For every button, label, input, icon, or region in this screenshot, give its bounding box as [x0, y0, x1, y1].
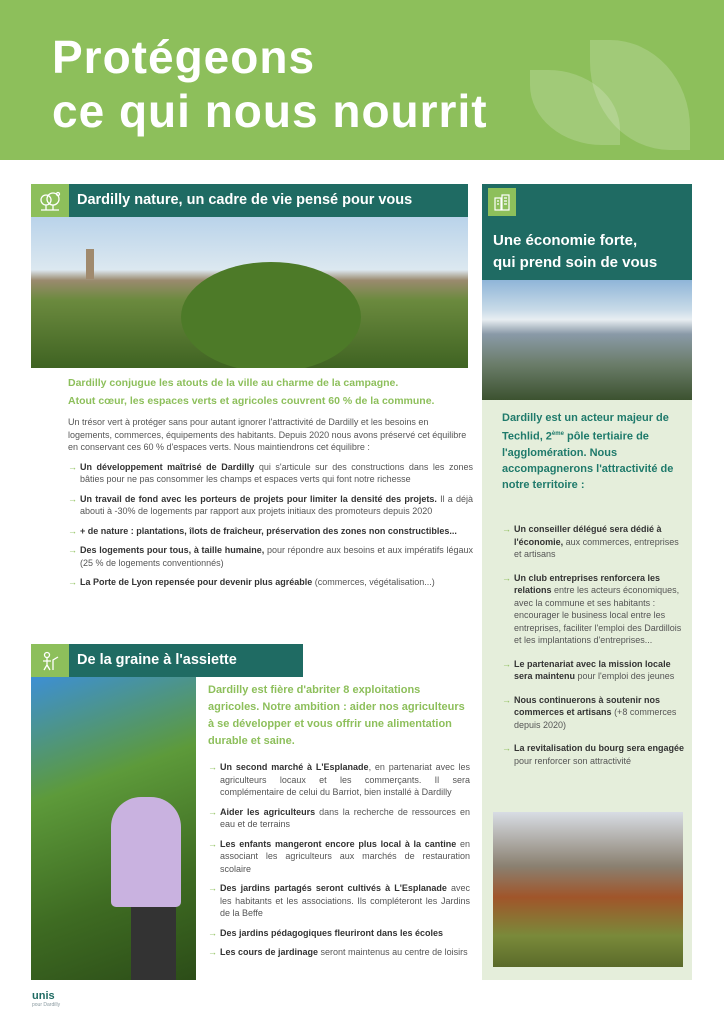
girl-picking-apples-photo — [31, 677, 196, 980]
list-item — [502, 658, 686, 683]
list-item — [68, 493, 473, 518]
lead-text: pôle tertiaire de l'agglomération. Nous accompagnerons l'attractivité de notre territoire : — [502, 430, 674, 491]
item-text: entre les acteurs économiques, avec la commune et ses habitants : encourager le business local entre les entreprises, faciliter l'emploi des Dardillois et les implantations d'entreprises... — [514, 585, 682, 645]
item-text: (commerces, végétalisation...) — [312, 577, 435, 587]
section-title: Dardilly nature, un cadre de vie pensé pour vous — [77, 192, 413, 208]
girl-trousers — [131, 907, 176, 980]
section-body — [208, 754, 470, 959]
item-highlight: Des jardins pédagogiques fleuriront dans les écoles — [220, 927, 444, 938]
lead-text: Dardilly est un acteur majeur de Techlid, 2 — [502, 412, 669, 443]
item-highlight: Un conseiller délégué sera dédié à l'économie, — [514, 524, 662, 547]
title-line: Une économie forte, — [493, 232, 638, 249]
item-highlight: Un second marché à L'Esplanade — [220, 762, 369, 772]
header-banner — [0, 0, 724, 160]
list-item — [68, 576, 473, 589]
bullet-list — [502, 523, 686, 767]
section-body — [502, 512, 686, 767]
item-text: aux commerces, entreprises et artisans — [514, 536, 679, 559]
item-highlight: + de nature : plantations, îlots de fraîcheur, préservation des zones non constructibles... — [80, 525, 457, 536]
item-text: avec les habitants et les associations. Ils compléteront les Jardins de la Beffe — [220, 883, 470, 918]
city-panorama-photo — [482, 280, 692, 400]
item-highlight: La revitalisation du bourg sera engagée — [514, 743, 685, 753]
bullet-list — [68, 461, 473, 589]
farmer-icon — [31, 644, 69, 677]
item-highlight: Le partenariat avec la mission locale sera maintenu — [514, 658, 671, 681]
list-item — [502, 523, 686, 561]
item-text: Il a déjà abouti à -30% de logements par rapport aux projets initiaux des promoteurs depuis 2020 — [80, 493, 473, 516]
title-line: qui prend soin de vous — [493, 254, 658, 271]
list-item — [68, 544, 473, 569]
item-text: (+8 commerces depuis 2020) — [514, 707, 677, 730]
item-highlight: Des jardins partagés seront cultivés à L'Esplanade — [220, 883, 447, 893]
item-text: pour renforcer son attractivité — [514, 755, 632, 766]
item-highlight: Un club entreprises renforcera les relations — [514, 572, 661, 595]
section-heading — [482, 184, 692, 280]
item-text: dans la recherche de ressources en eau et de terrains — [220, 806, 470, 829]
list-item — [208, 946, 470, 959]
title-line: ce qui nous nourrit — [52, 85, 488, 137]
item-highlight: Les enfants mangeront encore plus local à la cantine — [220, 838, 457, 849]
cows-photo — [493, 812, 683, 967]
item-highlight: Un travail de fond avec les porteurs de projets pour limiter la densité des projets. — [80, 493, 437, 504]
economy-panel — [482, 400, 692, 980]
section-heading — [31, 644, 303, 677]
list-item — [208, 761, 470, 799]
item-text: en associant les agriculteurs aux marchés de restauration scolaire — [220, 838, 470, 874]
list-item — [208, 882, 470, 920]
lead-superscript: ème — [551, 431, 564, 437]
logo-tagline: pour Dardilly — [32, 1002, 61, 1008]
item-highlight: Un développement maîtrisé de Dardilly — [80, 461, 255, 472]
bullet-list — [208, 761, 470, 959]
lead-line: Dardilly conjugue les atouts de la ville au charme de la campagne. — [68, 377, 399, 389]
church-tower — [86, 249, 94, 279]
list-item — [208, 838, 470, 876]
item-highlight: Des logements pour tous, à taille humaine, — [80, 545, 265, 555]
girl-jacket — [111, 797, 181, 907]
intro-paragraph: Un trésor vert à protéger sans pour autant ignorer l'attractivité de Dardilly et les besoins en logements, commerces, équipements des habitants. Depuis 2020 nous avons préservé cet équilibre en conservant ces 60 % d'espaces verts. Nous maintiendrons cet équilibre : — [68, 417, 467, 452]
trees-icon — [31, 184, 69, 217]
item-highlight: La Porte de Lyon repensée pour devenir plus agréable — [80, 577, 313, 587]
item-highlight: Nous continuerons à soutenir nos commerces et artisans — [514, 694, 661, 717]
list-item — [68, 525, 473, 538]
section-title — [493, 230, 657, 274]
section-lead — [502, 410, 688, 493]
item-highlight: Les cours de jardinage — [220, 947, 319, 957]
title-line: Protégeons — [52, 31, 316, 83]
buildings-icon — [488, 188, 516, 216]
item-text: pour l'emploi des jeunes — [575, 671, 675, 681]
list-item — [68, 461, 473, 486]
list-item — [502, 742, 686, 767]
list-item — [208, 927, 470, 940]
village-landscape-photo — [31, 217, 468, 368]
section-body — [68, 416, 473, 589]
lead-line: Atout cœur, les espaces verts et agricoles couvrent 60 % de la commune. — [68, 395, 435, 407]
section-lead — [68, 374, 478, 410]
tree-foliage — [181, 262, 361, 368]
section-heading — [31, 184, 468, 217]
list-item — [502, 572, 686, 647]
item-text: , en partenariat avec les agriculteurs locaux et les commerçants. Il sera complémentaire de celui du Barriot, bien installé à Dardilly — [220, 762, 470, 797]
item-text: seront maintenus au centre de loisirs — [318, 947, 468, 957]
page-title — [52, 30, 488, 138]
list-item — [502, 694, 686, 732]
item-highlight: Aider les agriculteurs — [220, 806, 316, 817]
section-title: De la graine à l'assiette — [77, 652, 237, 668]
unis-logo — [32, 990, 60, 1008]
item-text: pour répondre aux besoins et aux impératifs légaux (25 % de logements conventionnés) — [80, 545, 473, 568]
item-text: qui s'articule sur des constructions dans les zones bâties pour ne pas consommer les champs et espaces verts qui font notre richesse — [80, 461, 473, 484]
logo-wordmark: unis — [32, 990, 55, 1002]
section-lead: Dardilly est fière d'abriter 8 exploitations agricoles. Notre ambition : aider nos agriculteurs à se développer et vous offrir une alimentation durable et saine. — [208, 684, 465, 747]
list-item — [208, 806, 470, 831]
